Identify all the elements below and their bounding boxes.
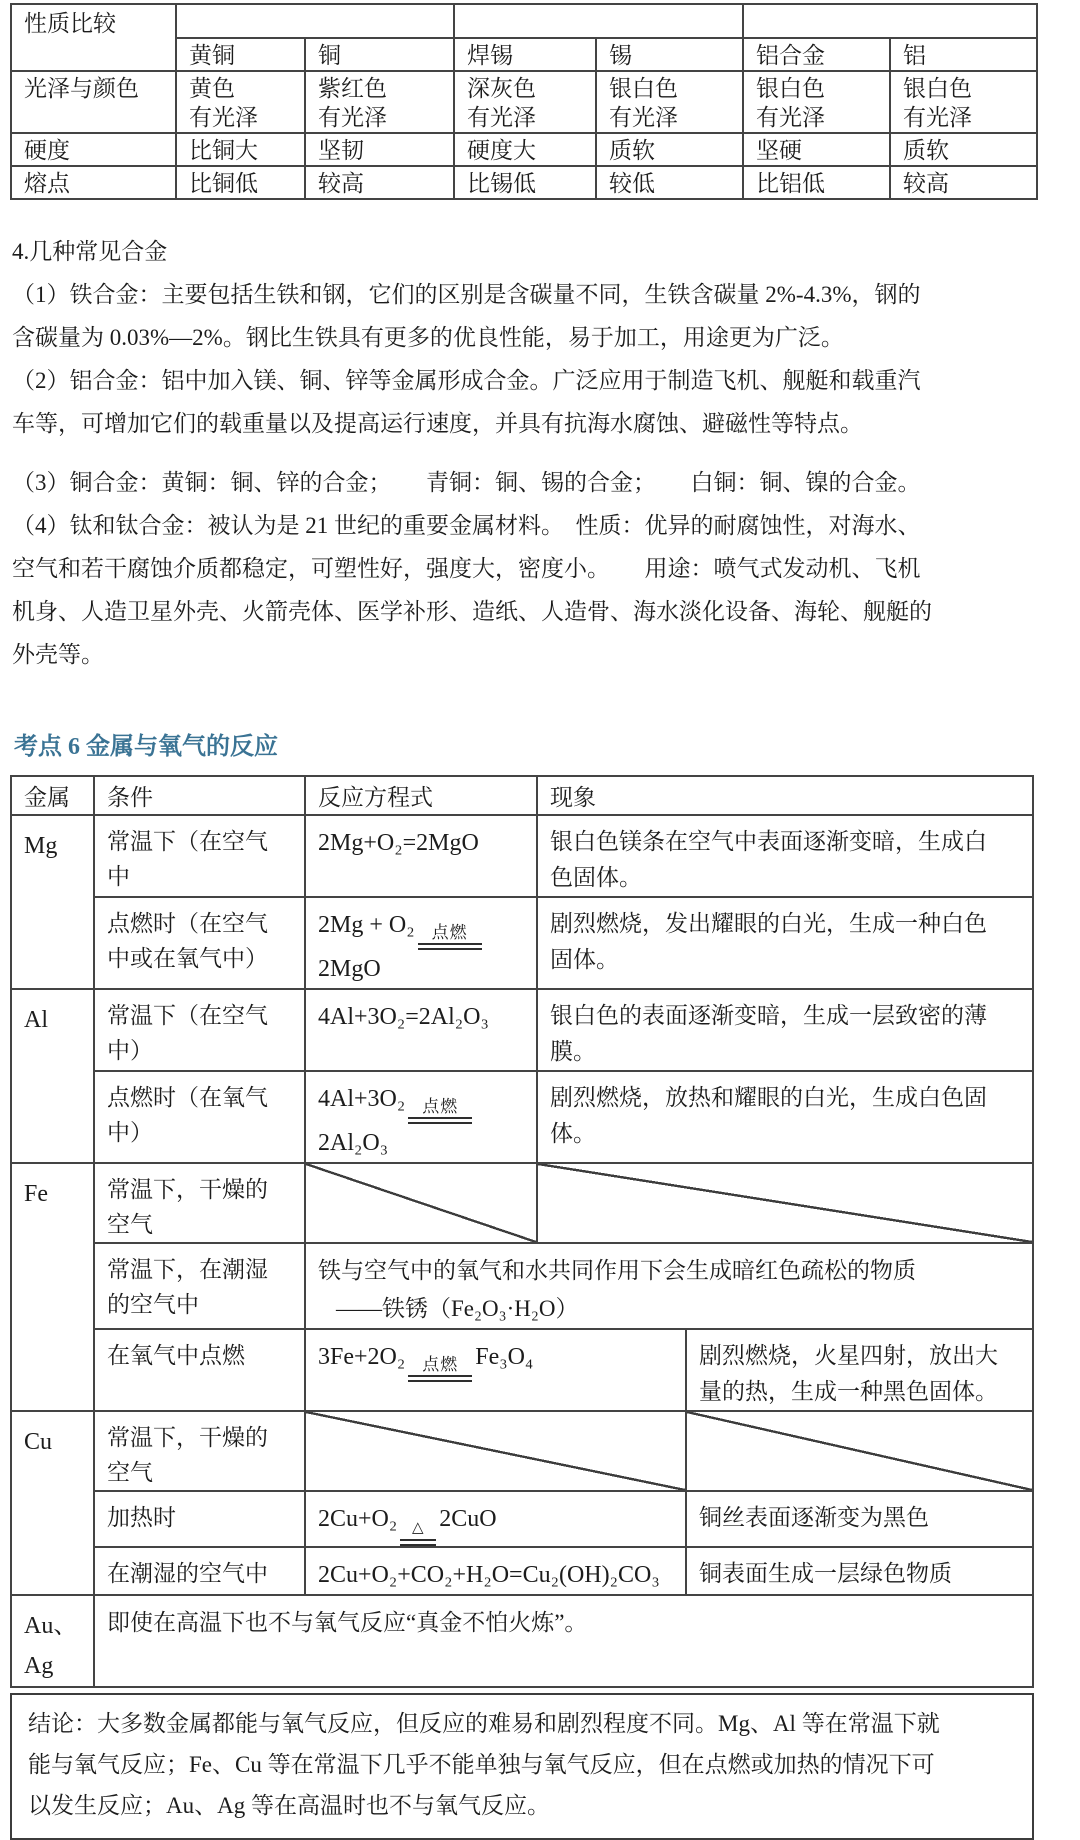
metal-label-au-ag: [11, 1595, 94, 1687]
table-row: [11, 1491, 1033, 1547]
condition-label: △: [411, 1520, 425, 1536]
condition-cell: [94, 1071, 305, 1163]
row-label: 熔点: [11, 166, 176, 199]
cell-line: 有光泽: [609, 105, 678, 130]
condition-cell: [94, 815, 305, 897]
condition-cell: [94, 1243, 305, 1329]
column-header: 条件: [94, 776, 305, 815]
cell-line: 的空气中: [107, 1292, 199, 1317]
phenomenon-cell: [537, 1071, 1033, 1163]
cell-line: 中）: [107, 1038, 153, 1063]
equation-cell: 2Cu+O₂+CO₂+H₂O=Cu₂(OH)₂CO₃: [305, 1547, 686, 1595]
ignition-condition-mark: [418, 924, 482, 950]
cell-line: 有光泽: [189, 105, 258, 130]
table-cell: 比铜低: [176, 166, 305, 199]
cell-line: 点燃时（在空气: [107, 911, 268, 936]
condition-cell: 在氧气中点燃: [94, 1329, 305, 1411]
table-row: [11, 815, 1033, 897]
alloy-column-header: 锡: [596, 38, 743, 71]
cell-line: 银白色: [903, 76, 972, 101]
condition-label: 点燃: [431, 923, 468, 942]
condition-cell: [94, 897, 305, 989]
cell-line: 剧烈燃烧，火星四射，放出大: [699, 1343, 998, 1368]
alloy-corner-cell: 性质比较: [11, 4, 176, 71]
double-equals-bar: [408, 1117, 472, 1124]
equation-rhs: 2MgO: [318, 956, 381, 982]
alloy-group-row: [11, 4, 1037, 38]
equation-rhs: 2CuO: [439, 1506, 497, 1532]
cell-line: 空气: [107, 1460, 153, 1485]
phenomenon-cell: [537, 815, 1033, 897]
cell-line: Au、: [24, 1613, 78, 1639]
double-equals-bar: [408, 1375, 472, 1382]
alloy-hardness-row: [11, 133, 1037, 166]
table-cell: [743, 71, 890, 133]
table-cell: 比铜大: [176, 133, 305, 166]
cell-line: 紫红色: [318, 76, 387, 101]
heat-condition-mark: [400, 1520, 436, 1546]
cell-line: 量的热，生成一种黑色固体。: [699, 1379, 998, 1404]
body-line: 含碳量为 0.03%—2%。钢比生铁具有更多的优良性能，易于加工，用途更为广泛。: [12, 325, 844, 350]
body-line: 车等，可增加它们的载重量以及提高运行速度，并具有抗海水腐蚀、避磁性等特点。: [12, 411, 863, 436]
section-title: 4.几种常见合金: [12, 239, 168, 264]
cell-line: 固体。: [550, 947, 619, 972]
conclusion-box: [10, 1693, 1034, 1840]
cell-line: 色固体。: [550, 865, 642, 890]
cell-line: 铁与空气中的氧气和水共同作用下会生成暗红色疏松的物质: [318, 1258, 916, 1283]
table-row: [11, 1547, 1033, 1595]
condition-cell: 在潮湿的空气中: [94, 1547, 305, 1595]
phenomenon-cell: [537, 989, 1033, 1071]
table-row: [11, 1329, 1033, 1411]
condition-cell: [94, 1163, 305, 1243]
cell-line: 有光泽: [318, 105, 387, 130]
alloy-group-cell: [176, 4, 454, 38]
cell-line: 常温下，干燥的: [107, 1177, 268, 1202]
table-row: [11, 1411, 1033, 1491]
alloy-column-header: 焊锡: [454, 38, 596, 71]
cell-line: 中或在氧气中）: [107, 946, 268, 971]
cell-line: 空气: [107, 1212, 153, 1237]
table-cell: 坚韧: [305, 133, 454, 166]
double-equals-bar: [400, 1539, 436, 1546]
body-line: 空气和若干腐蚀介质都稳定，可塑性好，强度大，密度小。 用途：喷气式发动机、飞机: [12, 556, 921, 581]
cell-line: 常温下（在空气: [107, 1003, 268, 1028]
column-header: 反应方程式: [305, 776, 537, 815]
alloy-group-cell: [743, 4, 1037, 38]
condition-cell: [94, 989, 305, 1071]
table-cell: 比铝低: [743, 166, 890, 199]
double-equals-bar: [418, 943, 482, 950]
cell-line: Ag: [24, 1653, 54, 1679]
equation-lhs: 4Al+3O₂: [318, 1086, 406, 1112]
metal-label-mg: Mg: [11, 815, 94, 989]
alloy-melting-row: [11, 166, 1037, 199]
table-cell: [305, 71, 454, 133]
phenomenon-cell: [537, 897, 1033, 989]
cell-line: 中: [107, 864, 130, 889]
table-cell: [890, 71, 1037, 133]
body-line: （4）钛和钛合金：被认为是 21 世纪的重要金属材料。 性质：优异的耐腐蚀性，对海水、: [12, 513, 921, 538]
cell-line: ——铁锈（Fe₂O₃·H₂O）: [336, 1296, 579, 1321]
column-header: 现象: [537, 776, 1033, 815]
table-cell: 较低: [596, 166, 743, 199]
row-label: 光泽与颜色: [11, 71, 176, 133]
condition-cell: 加热时: [94, 1491, 305, 1547]
table-row: [11, 897, 1033, 989]
cell-line: 有光泽: [467, 105, 536, 130]
equation-rhs: 2Al₂O₃: [318, 1130, 389, 1156]
not-applicable-cell: [305, 1411, 686, 1491]
table-row: [11, 989, 1033, 1071]
body-line: 机身、人造卫星外壳、火箭壳体、医学补形、造纸、人造骨、海水淡化设备、海轮、舰艇的: [12, 599, 932, 624]
table-cell: [176, 71, 305, 133]
condition-cell: [94, 1411, 305, 1491]
alloy-column-header: 黄铜: [176, 38, 305, 71]
cell-line: 银白色镁条在空气中表面逐渐变暗，生成白: [550, 829, 987, 854]
equation-cell: 4Al+3O₂=2Al₂O₃: [305, 989, 537, 1071]
equation-lhs: 2Mg + O₂: [318, 912, 415, 938]
phenomenon-cell: [686, 1329, 1033, 1411]
alloy-group-cell: [454, 4, 743, 38]
equation-cell: [305, 897, 537, 989]
phenomenon-cell: 铜表面生成一层绿色物质: [686, 1547, 1033, 1595]
row-label: 硬度: [11, 133, 176, 166]
ignition-condition-mark: [408, 1356, 472, 1382]
conclusion-line: 结论：大多数金属都能与氧气反应，但反应的难易和剧烈程度不同。Mg、Al 等在常温下就: [28, 1711, 940, 1736]
equation-lhs: 2Cu+O₂: [318, 1506, 398, 1532]
cell-line: 常温下，干燥的: [107, 1425, 268, 1450]
equation-cell: [305, 1491, 686, 1547]
equation-cell: [305, 1329, 686, 1411]
table-cell: 较高: [890, 166, 1037, 199]
table-row: [11, 1163, 1033, 1243]
cell-line: 膜。: [550, 1039, 596, 1064]
table-cell: 质软: [890, 133, 1037, 166]
cell-line: 中）: [107, 1120, 153, 1145]
section-common-alloys: [12, 230, 1080, 676]
not-applicable-cell: [305, 1163, 537, 1243]
cell-line: 深灰色: [467, 76, 536, 101]
body-line: 外壳等。: [12, 642, 104, 667]
au-ag-note-cell: 即使在高温下也不与氧气反应“真金不怕火炼”。: [94, 1595, 1033, 1687]
ignition-condition-mark: [408, 1098, 472, 1124]
cell-line: 银白色: [609, 76, 678, 101]
rusting-note-cell: [305, 1243, 1033, 1329]
equation-cell: 2Mg+O₂=2MgO: [305, 815, 537, 897]
cell-line: 有光泽: [903, 105, 972, 130]
table-row: [11, 1243, 1033, 1329]
condition-label: 点燃: [422, 1355, 459, 1374]
cell-line: 常温下（在空气: [107, 829, 268, 854]
not-applicable-cell: [537, 1163, 1033, 1243]
equation-lhs: 3Fe+2O₂: [318, 1344, 406, 1370]
cell-line: 剧烈燃烧，放热和耀眼的白光，生成白色固: [550, 1085, 987, 1110]
alloy-properties-table: [10, 3, 1038, 200]
cell-line: 体。: [550, 1121, 596, 1146]
body-line: （2）铝合金：铝中加入镁、铜、锌等金属形成合金。广泛应用于制造飞机、舰艇和载重汽: [12, 368, 921, 393]
alloy-column-header: 铝: [890, 38, 1037, 71]
cell-line: 有光泽: [756, 105, 825, 130]
metal-label-fe: Fe: [11, 1163, 94, 1411]
document-page: [0, 3, 1080, 1818]
not-applicable-cell: [686, 1411, 1033, 1491]
equation-rhs: Fe₃O₄: [475, 1344, 534, 1370]
table-row: [11, 1595, 1033, 1687]
metal-label-al: Al: [11, 989, 94, 1163]
alloy-column-header: 铝合金: [743, 38, 890, 71]
conclusion-line: 能与氧气反应；Fe、Cu 等在常温下几乎不能单独与氧气反应，但在点燃或加热的情况下可: [28, 1752, 935, 1777]
cell-line: 银白色的表面逐渐变暗，生成一层致密的薄: [550, 1003, 987, 1028]
table-cell: 比锡低: [454, 166, 596, 199]
condition-label: 点燃: [422, 1097, 459, 1116]
oxy-header-row: [11, 776, 1033, 815]
table-cell: 硬度大: [454, 133, 596, 166]
cell-line: 黄色: [189, 76, 235, 101]
phenomenon-cell: 铜丝表面逐渐变为黑色: [686, 1491, 1033, 1547]
exam-point-heading: 考点 6 金属与氧气的反应: [14, 734, 278, 760]
cell-line: 点燃时（在氧气: [107, 1085, 268, 1110]
table-cell: [454, 71, 596, 133]
equation-cell: [305, 1071, 537, 1163]
alloy-column-header: 铜: [305, 38, 454, 71]
metal-label-cu: Cu: [11, 1411, 94, 1595]
cell-line: 银白色: [756, 76, 825, 101]
cell-line: 常温下，在潮湿: [107, 1257, 268, 1282]
column-header: 金属: [11, 776, 94, 815]
table-cell: 坚硬: [743, 133, 890, 166]
cell-line: 剧烈燃烧，发出耀眼的白光，生成一种白色: [550, 911, 987, 936]
table-cell: 质软: [596, 133, 743, 166]
body-line: （1）铁合金：主要包括生铁和钢，它们的区别是含碳量不同，生铁含碳量 2%-4.3%，钢的: [12, 282, 921, 307]
table-row: [11, 1071, 1033, 1163]
metal-oxygen-table: [10, 775, 1034, 1688]
table-cell: 较高: [305, 166, 454, 199]
table-cell: [596, 71, 743, 133]
body-line: （3）铜合金：黄铜：铜、锌的合金； 青铜：铜、锡的合金； 白铜：铜、镍的合金。: [12, 470, 921, 495]
alloy-luster-row: [11, 71, 1037, 133]
conclusion-line: 以发生反应；Au、Ag 等在高温时也不与氧气反应。: [28, 1793, 550, 1818]
